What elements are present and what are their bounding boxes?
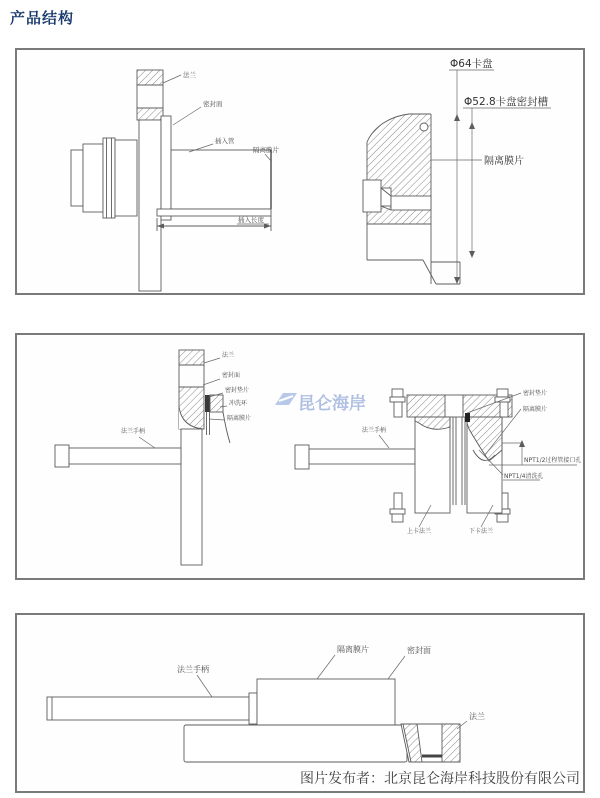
label-diaphragm: 隔离膜片 xyxy=(253,146,279,154)
panel-top-diagram xyxy=(15,48,585,295)
flange-handle-drawing xyxy=(55,350,230,565)
label-flush-ring: 冲洗环 xyxy=(229,400,248,407)
logo-brand-text: 昆仑海岸 xyxy=(298,394,366,414)
label-insert-tube: 插入管 xyxy=(215,137,235,145)
label-handle: 法兰手柄 xyxy=(362,427,387,434)
label-seal-face: 密封面 xyxy=(407,646,431,655)
label-seal-face: 密封面 xyxy=(203,100,223,108)
label-lower-clamp-flange: 下卡法兰 xyxy=(469,528,494,535)
label-npt-flush-port: NPT1/4清洗孔 xyxy=(504,473,544,480)
label-handle: 法兰手柄 xyxy=(177,665,209,674)
label-npt-process-port: NPT1/2过程管接口孔 xyxy=(524,457,582,464)
label-insert-length: 插入长度 xyxy=(238,216,264,224)
label-diaphragm: 隔离膜片 xyxy=(484,156,524,167)
chuck-section-labels xyxy=(431,57,551,284)
label-seal-gasket: 密封垫片 xyxy=(225,387,250,394)
label-seal-face: 密封面 xyxy=(222,372,241,379)
label-upper-clamp-flange: 上卡法兰 xyxy=(407,528,432,535)
chuck-section-drawing xyxy=(363,114,460,284)
label-diaphragm: 隔离膜片 xyxy=(337,645,369,654)
panel-bottom-diagram xyxy=(15,613,585,793)
top-diagram-svg xyxy=(17,50,583,293)
publisher-caption: 图片发布者：北京昆仑海岸科技股份有限公司 xyxy=(300,772,580,787)
label-diaphragm: 隔离膜片 xyxy=(523,406,548,413)
flange-insert-tube-drawing xyxy=(71,70,271,291)
label-seal-gasket: 密封垫片 xyxy=(523,390,548,397)
brand-logo xyxy=(275,393,366,414)
label-flange: 法兰 xyxy=(469,712,485,721)
label-dim-chuck: Φ64卡盘 xyxy=(450,58,493,70)
label-flange: 法兰 xyxy=(222,352,235,359)
label-diaphragm: 隔离膜片 xyxy=(227,415,252,422)
page-title: 产品结构 xyxy=(10,9,75,27)
capsule-seal-drawing xyxy=(47,679,460,762)
middle-diagram-svg xyxy=(17,335,583,578)
label-dim-seal-groove: Φ52.8卡盘密封槽 xyxy=(464,96,549,108)
panel-middle-diagram xyxy=(15,333,585,580)
label-flange: 法兰 xyxy=(183,71,196,79)
label-handle: 法兰手柄 xyxy=(121,428,146,435)
bottom-diagram-svg xyxy=(17,615,583,791)
